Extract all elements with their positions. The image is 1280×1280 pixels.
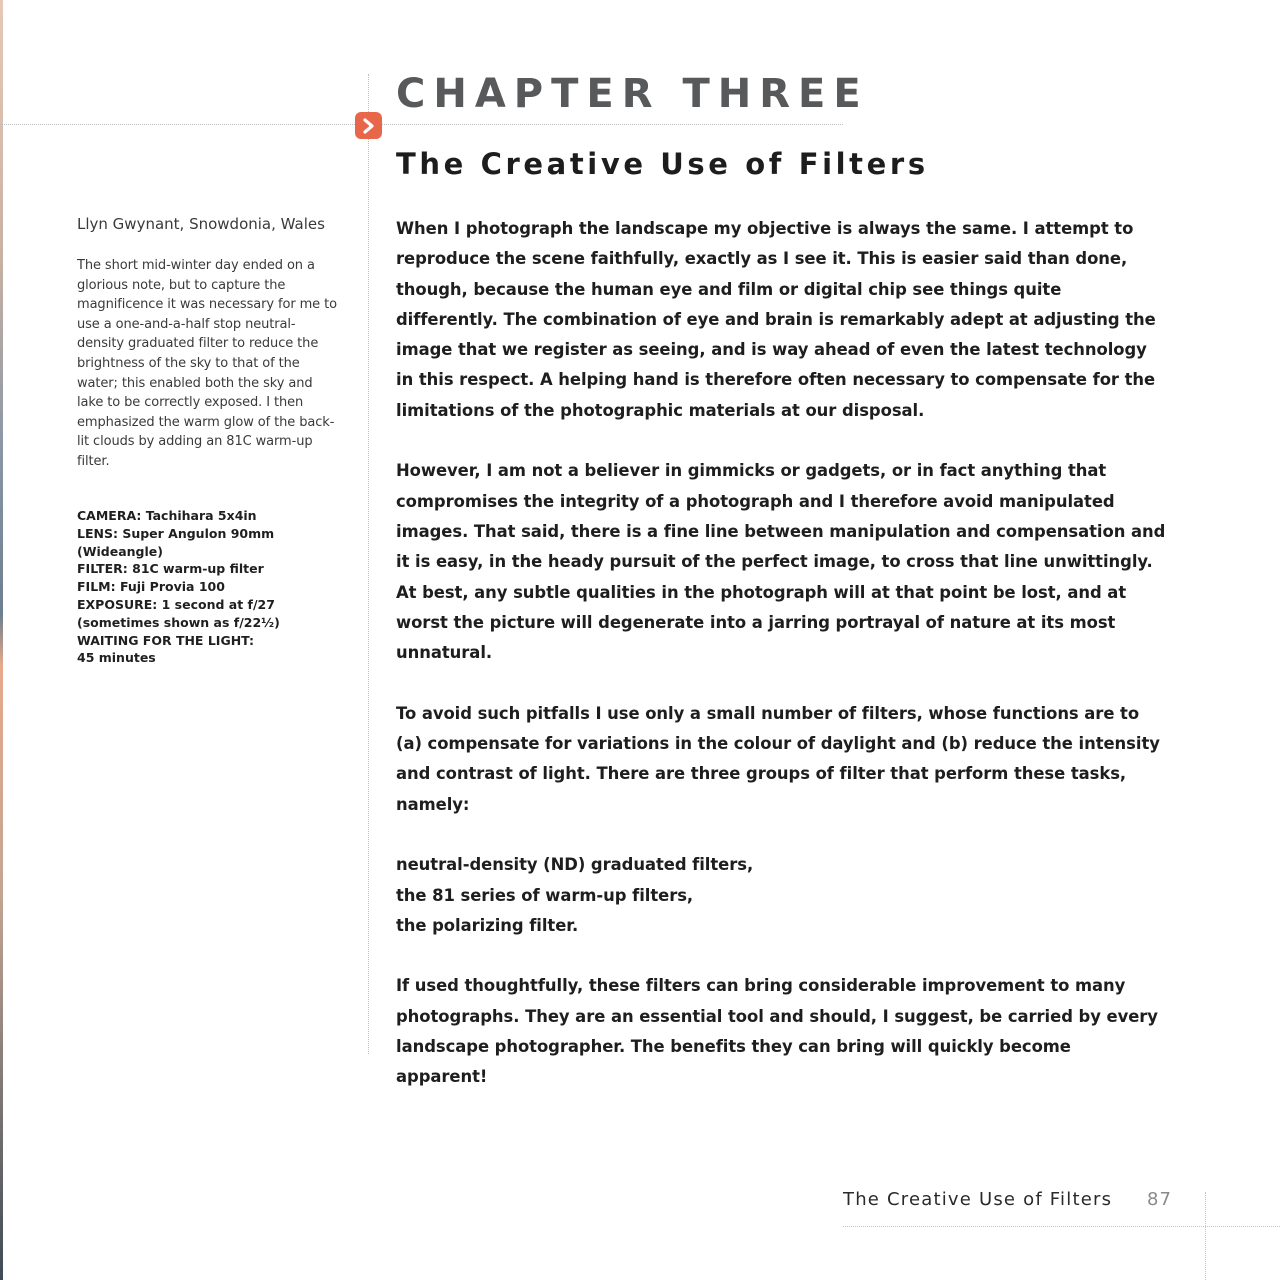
footer-rule xyxy=(843,1226,1280,1227)
running-footer-title: The Creative Use of Filters xyxy=(843,1189,1113,1210)
body-paragraph: If used thoughtfully, these filters can bring considerable improvement to many photographs. They are an essential tool and should, I suggest, be carried by every landscape photographer. The benefits they can bring will quickly become apparent! xyxy=(396,976,1158,1087)
spec-line: CAMERA: Tachihara 5x4in xyxy=(77,508,257,523)
filter-list-item: the 81 series of warm-up filters, xyxy=(396,885,694,905)
filter-list-item: the polarizing filter. xyxy=(396,915,579,935)
filter-list-item: neutral-density (ND) graduated filters, xyxy=(396,855,754,875)
spec-line: (Wideangle) xyxy=(77,543,163,559)
spec-line: FILTER: 81C warm-up filter xyxy=(77,561,264,577)
spec-line: (sometimes shown as f/22½) xyxy=(77,614,280,630)
chapter-title: The Creative Use of Filters xyxy=(396,147,929,181)
photo-bleed-edge xyxy=(0,0,3,1280)
camera-specs xyxy=(77,507,347,667)
caption-body: The short mid-winter day ended on a glorious note, but to capture the magnificence it was necessary for me to use a one-and-a-half stop neutral-density graduated filter to reduce the brightness of the sky to that of the water; this enabled both the sky and lake to be correctly exposed. I then emphasized the warm glow of the back-lit clouds by adding an 81C warm-up filter. xyxy=(77,258,337,469)
body-paragraph: To avoid such pitfalls I use only a small number of filters, whose functions are to (a) compensate for variations in the colour of daylight and (b) reduce the intensity and contrast of light. There are three groups of filter that perform these tasks, namely: xyxy=(396,703,1160,814)
spec-line: EXPOSURE: 1 second at f/27 xyxy=(77,596,275,612)
chapter-label: CHAPTER THREE xyxy=(396,71,869,117)
main-body-text xyxy=(396,214,1166,1123)
filter-list xyxy=(396,850,1166,941)
body-paragraph: However, I am not a believer in gimmicks or gadgets, or in fact anything that compromises the integrity of a photograph and I therefore avoid manipulated images. That said, there is a fine line between manipulation and compensation and it is easy, in the heady pursuit of the perfect image, to cross that line unwittingly. At best, any subtle qualities in the photograph will at that point be lost, and at worst the picture will degenerate into a jarring portrayal of nature at its most unnatural. xyxy=(396,461,1166,663)
header-rule xyxy=(0,124,843,125)
page-number: 87 xyxy=(1147,1189,1172,1210)
spec-line: FILM: Fuji Provia 100 xyxy=(77,579,225,595)
chevron-right-icon xyxy=(362,118,376,134)
photo-caption xyxy=(77,212,339,472)
chapter-marker xyxy=(355,112,382,139)
spec-line: 45 minutes xyxy=(77,650,156,666)
body-paragraph: When I photograph the landscape my objective is always the same. I attempt to reproduce the scene faithfully, exactly as I see it. This is easier said than done, though, because the human eye and film or digital chip see things quite differently. The combination of eye and brain is remarkably adept at adjusting the image that we register as seeing, and is way ahead of even the latest technology in this respect. A helping hand is therefore often necessary to compensate for the limitations of the photographic materials at our disposal. xyxy=(396,219,1156,420)
caption-title: Llyn Gwynant, Snowdonia, Wales xyxy=(77,215,325,233)
spec-line: LENS: Super Angulon 90mm xyxy=(77,525,275,541)
spec-line: WAITING FOR THE LIGHT: xyxy=(77,632,255,648)
footer-vertical-rule xyxy=(1205,1192,1206,1280)
column-divider xyxy=(368,74,369,1054)
